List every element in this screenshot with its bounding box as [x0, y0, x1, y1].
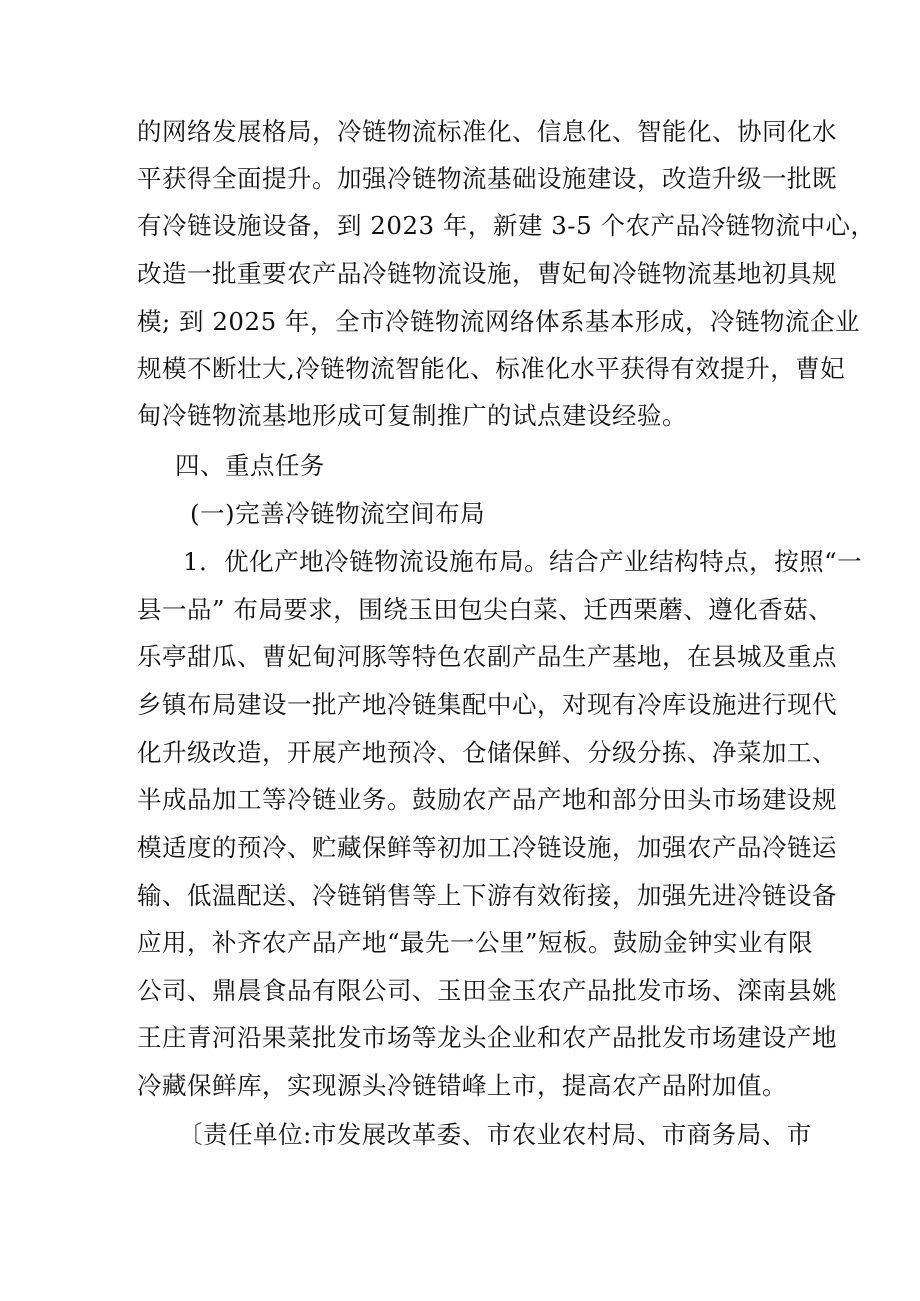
paragraph-first-line: 1．优化产地冷链物流设施布局。结合产业结构特点，按照“一: [183, 547, 863, 576]
body-text-line: 王庄青河沿果菜批发市场等龙头企业和农产品批发市场建设产地: [137, 1023, 837, 1052]
body-text-line: 有冷链设施设备，到 2023 年，新建 3-5 个农产品冷链物流中心，: [137, 211, 876, 240]
body-text-line: 化升级改造，开展产地预冷、仓储保鲜、分级分拣、净菜加工、: [137, 738, 837, 767]
body-text-line: 县一品” 布局要求，围绕玉田包尖白菜、迁西栗蘑、遵化香菇、: [137, 595, 834, 624]
body-text-line: 规模不断壮大,冷链物流智能化、标准化水平获得有效提升，曹妃: [137, 354, 846, 383]
body-text-line: 半成品加工等冷链业务。鼓励农产品产地和部分田头市场建设规: [137, 785, 837, 814]
responsibility-note: 〔责任单位:市发展改革委、市农业农村局、市商务局、市: [178, 1120, 812, 1149]
body-text-line: 改造一批重要农产品冷链物流设施，曹妃甸冷链物流基地初具规: [137, 259, 837, 288]
subsection-heading: (一)完善冷链物流空间布局: [190, 499, 486, 528]
body-text-line: 应用，补齐农产品产地“最先一公里”短板。鼓励金钟实业有限: [137, 928, 814, 957]
body-text-line: 乡镇布局建设一批产地冷链集配中心，对现有冷库设施进行现代: [137, 690, 837, 719]
section-heading: 四、重点任务: [175, 451, 325, 480]
body-text-line: 甸冷链物流基地形成可复制推广的试点建设经验。: [137, 401, 687, 430]
body-text-line: 模; 到 2025 年，全市冷链物流网络体系基本形成，冷链物流企业: [137, 307, 860, 336]
body-text-line: 乐亭甜瓜、曹妃甸河豚等特色农副产品生产基地，在县城及重点: [137, 642, 837, 671]
body-text-line: 输、低温配送、冷链销售等上下游有效衔接，加强先进冷链设备: [137, 881, 837, 910]
body-text-line: 平获得全面提升。加强冷链物流基础设施建设，改造升级一批既: [137, 164, 837, 193]
body-text-line: 模适度的预冷、贮藏保鲜等初加工冷链设施，加强农产品冷链运: [137, 833, 837, 862]
body-text-line: 的网络发展格局，冷链物流标准化、信息化、智能化、协同化水: [137, 117, 837, 146]
body-text-line: 冷藏保鲜库，实现源头冷链错峰上市，提高农产品附加值。: [137, 1071, 787, 1100]
body-text-line: 公司、鼎晨食品有限公司、玉田金玉农产品批发市场、滦南县姚: [137, 976, 837, 1005]
